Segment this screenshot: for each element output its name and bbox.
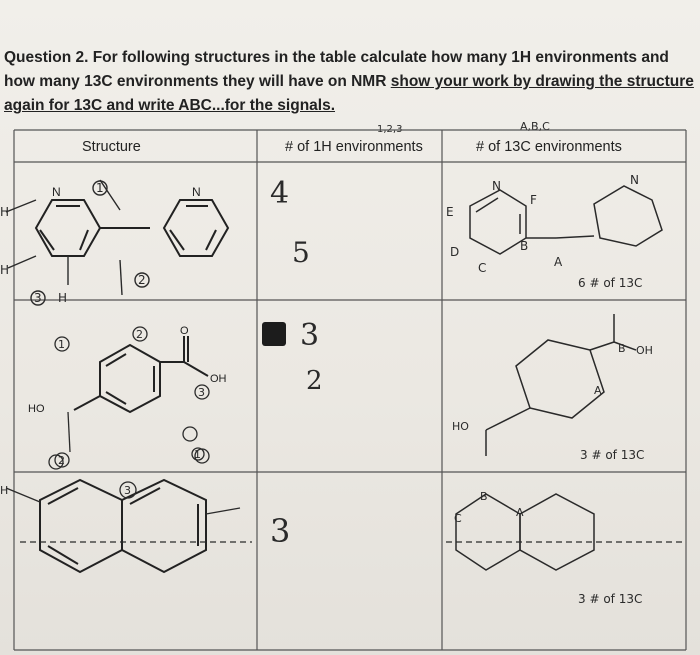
row2-h-answer-a: 3 (300, 318, 320, 353)
row1-circle-2: 2 (138, 273, 146, 287)
row1-n1: N (52, 185, 61, 199)
row1-13c-n2: N (630, 173, 639, 187)
row3-c-note: 3 # of 13C (578, 592, 643, 606)
row1-h-answer-b: 5 (292, 236, 310, 269)
row2-13c-b: B (618, 342, 626, 355)
row2-c-note: 3 # of 13C (580, 448, 645, 462)
row3-hand-h: H (0, 484, 9, 497)
header-note-h: 1,2,3 (377, 124, 403, 135)
row1-structure (36, 200, 228, 256)
row1-13c-e: E (446, 205, 454, 219)
header-note-c: A,B,C (520, 120, 550, 133)
row2-circle-2: 2 (136, 328, 143, 341)
row1-13c-n: N (492, 179, 501, 193)
row2-13c-a: A (594, 384, 602, 397)
question-body: For following structures in the table calculate how many 1H environments and how many 13C environments they will have on NMR (4, 49, 669, 90)
row3-circle-2: 2 (58, 454, 65, 467)
row2-circle-3: 3 (198, 386, 205, 399)
row3-13c-c: C (454, 512, 462, 525)
row2-oh: OH (210, 373, 227, 385)
header-structure: Structure (82, 139, 141, 155)
row3-13c-drawing (456, 494, 594, 570)
row1-13c-b: B (520, 239, 529, 253)
header-1h: # of 1H environments (285, 139, 423, 155)
row2-13c-drawing (486, 314, 636, 456)
row2-ho: HO (28, 403, 45, 415)
row1-circle-3: 3 (34, 291, 42, 305)
row3-structure (40, 480, 206, 572)
row1-n2: N (192, 185, 201, 199)
row1-circle-1: 1 (96, 181, 104, 195)
row3-13c-b: B (480, 490, 488, 503)
question-instruction: show your work by drawing the structure again for 13C and write ABC...for the signals. (4, 73, 694, 114)
row3-circle-3: 3 (124, 484, 131, 497)
row2-o: O (180, 325, 189, 337)
row2-13c-oh: OH (636, 344, 653, 357)
question-number: Question 2. (4, 49, 89, 66)
table-lines (14, 130, 686, 650)
row2-structure (74, 336, 208, 412)
row2-h-answer-b: 2 (306, 366, 323, 396)
row1-hand-h3: H (58, 291, 68, 305)
row2-circle-1: 1 (58, 338, 65, 351)
row3-13c-a: A (516, 506, 524, 519)
row1-13c-f: F (530, 193, 537, 207)
row1-h-answer-a: 4 (270, 176, 290, 211)
row1-13c-c: C (478, 261, 487, 275)
scribbled-mark (262, 322, 286, 346)
row3-h-answer: 3 (270, 512, 291, 550)
header-13c: # of 13C environments (476, 139, 622, 155)
row2-13c-ho: HO (452, 420, 469, 433)
row1-13c-d: D (450, 245, 460, 259)
row1-hand-h1: H (0, 205, 10, 219)
row1-annotations (6, 180, 149, 305)
row1-hand-h2: H (0, 263, 10, 277)
row1-c-note: 6 # of 13C (578, 276, 643, 290)
row1-13c-a: A (554, 255, 563, 269)
row1-13c-drawing (470, 186, 662, 254)
row3-circle-1: 1 (194, 448, 201, 461)
